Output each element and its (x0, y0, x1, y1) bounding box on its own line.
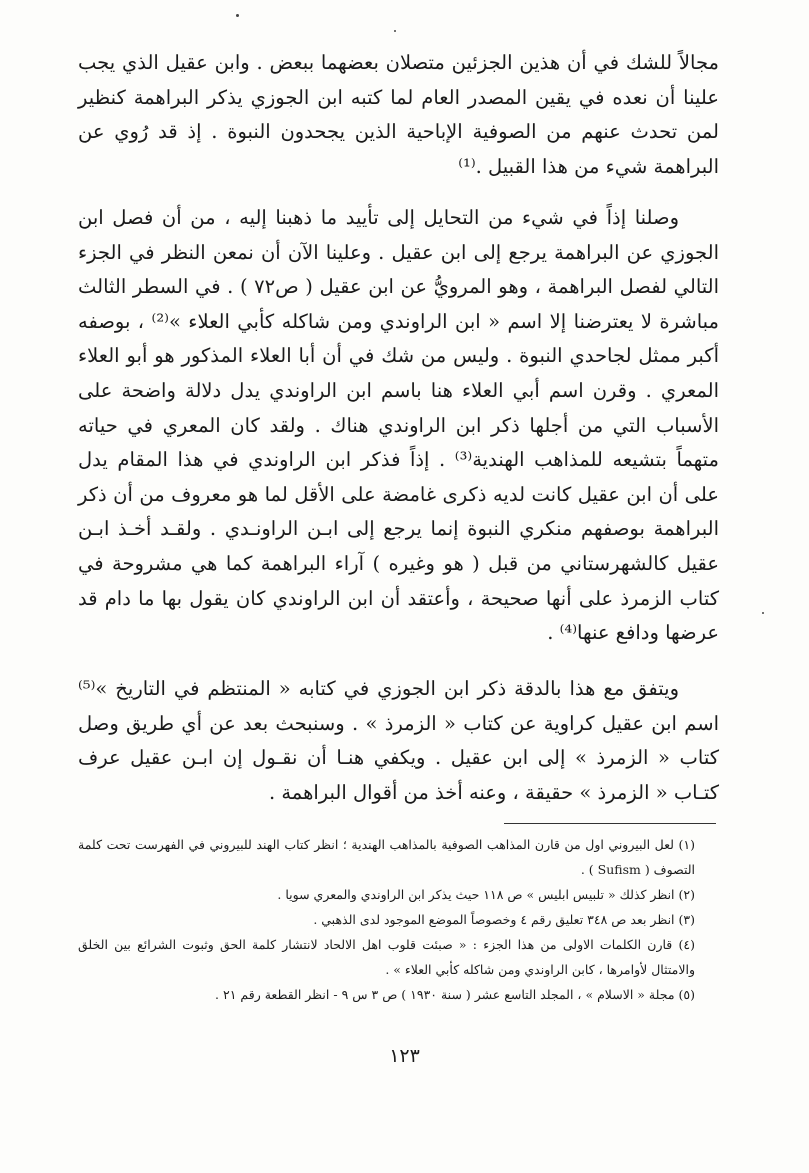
footnote-1: (١) لعل البيروني اول من قارن المذاهب الصوفية بالمذاهب الهندية ؛ انظر كتاب الهند للبيروني في الفهرست تحت كلمة التصوف ( Sufism ) . (78, 837, 695, 877)
body-paragraph-2: وصلنا إذاً في شيء من التحايل إلى تأييد ما ذهبنا إليه ، من أن فصل ابن الجوزي عن البراهمة يرجع إلى ابن عقيل . وعلينا الآن أن نمعن النظر في الجزء التالي لفصل البراهمة ، وهو المرويُّ عن ابن عقيل ( ص٧٢ ) . في السطر الثالث مباشرة لا يعترضنا إلا اسم « ابن الراوندي ومن شاكله كأبي العلاء »⁽²⁾ ، بوصفه أكبر ممثل لجاحدي النبوة . وليس من شك في أن أبا العلاء المذكور هو أبو العلاء المعري . وقرن اسم أبي العلاء هنا باسم ابن الراوندي يدل دلالة واضحة على الأسباب التي من أجلها ذكر ابن الراوندي هناك . ولقد كان المعري في حياته متهماً بتشيعه للمذاهب الهندية⁽³⁾ . إذاً فذكر ابن الراوندي في هذا المقام يدل على أن ابن عقيل كانت لديه ذكرى غامضة على الأقل لما هو معروف من أن ذكر البراهمة بوصفهم منكري النبوة إنما يرجع إلى ابـن الراونـدي . ولقـد أخـذ ابـن عقيل كالشهرستاني من قبل ( هو وغيره ) آراء البراهمة كما هي مشروحة في كتاب الزمرذ على أنها صحيحة ، وأعتقد أن ابن الراوندي كان يقول بها ما دام قد عرضها ودافع عنها⁽⁴⁾ . (78, 206, 719, 645)
body-paragraph-1: مجالاً للشك في أن هذين الجزئين متصلان بعضهما ببعض . وابن عقيل الذي يجب علينا أن نعده في يقين المصدر العام لما كتبه ابن الجوزي يذكر البراهمة كنظير لمن تحدث عنهم من الصوفية الإباحية الذين يجحدون النبوة . إذ قد رُوي عن البراهمة شيء من هذا القبيل .⁽¹⁾ (78, 51, 719, 178)
footnote-2: (٢) انظر كذلك « تلبيس ابليس » ص ١١٨ حيث يذكر ابن الراوندي والمعري سويا . (277, 887, 695, 902)
scan-speck (394, 30, 396, 32)
footnote-divider (504, 823, 716, 824)
footnotes-list (78, 832, 719, 1007)
footnote-5: (٥) مجلة « الاسلام » ، المجلد التاسع عشر ( سنة ١٩٣٠ ) ص ٣ س ٩ - انظر القطعة رقم ٢١ . (215, 987, 695, 1002)
scan-speck (236, 14, 239, 17)
body-paragraph-3: ويتفق مع هذا بالدقة ذكر ابن الجوزي في كتابه « المنتظم في التاريخ »⁽⁵⁾ اسم ابن عقيل كراوية عن كتاب « الزمرذ » . وسنبحث بعد عن أي طريق وصل كتاب « الزمرذ » إلى ابن عقيل . ويكفي هنـا أن نقـول إن ابـن عقيل عرف كتـاب « الزمرذ » حقيقة ، وعنه أخذ من أقوال البراهمة . (78, 677, 719, 804)
footnote-3: (٣) انظر بعد ص ٣٤٨ تعليق رقم ٤ وخصوصاً الموضع الموجود لدى الذهبي . (313, 912, 695, 927)
footnote-4: (٤) قارن الكلمات الاولى من هذا الجزء : « صبئت قلوب اهل الالحاد لانتشار كلمة الحق وثبوت الشرائع بين الخلق والامتثال لأوامرها ، كابن الراوندي ومن شاكله كأبي العلاء » . (78, 937, 695, 977)
scan-speck (762, 612, 764, 614)
page-number: ١٢٣ (389, 1045, 420, 1067)
